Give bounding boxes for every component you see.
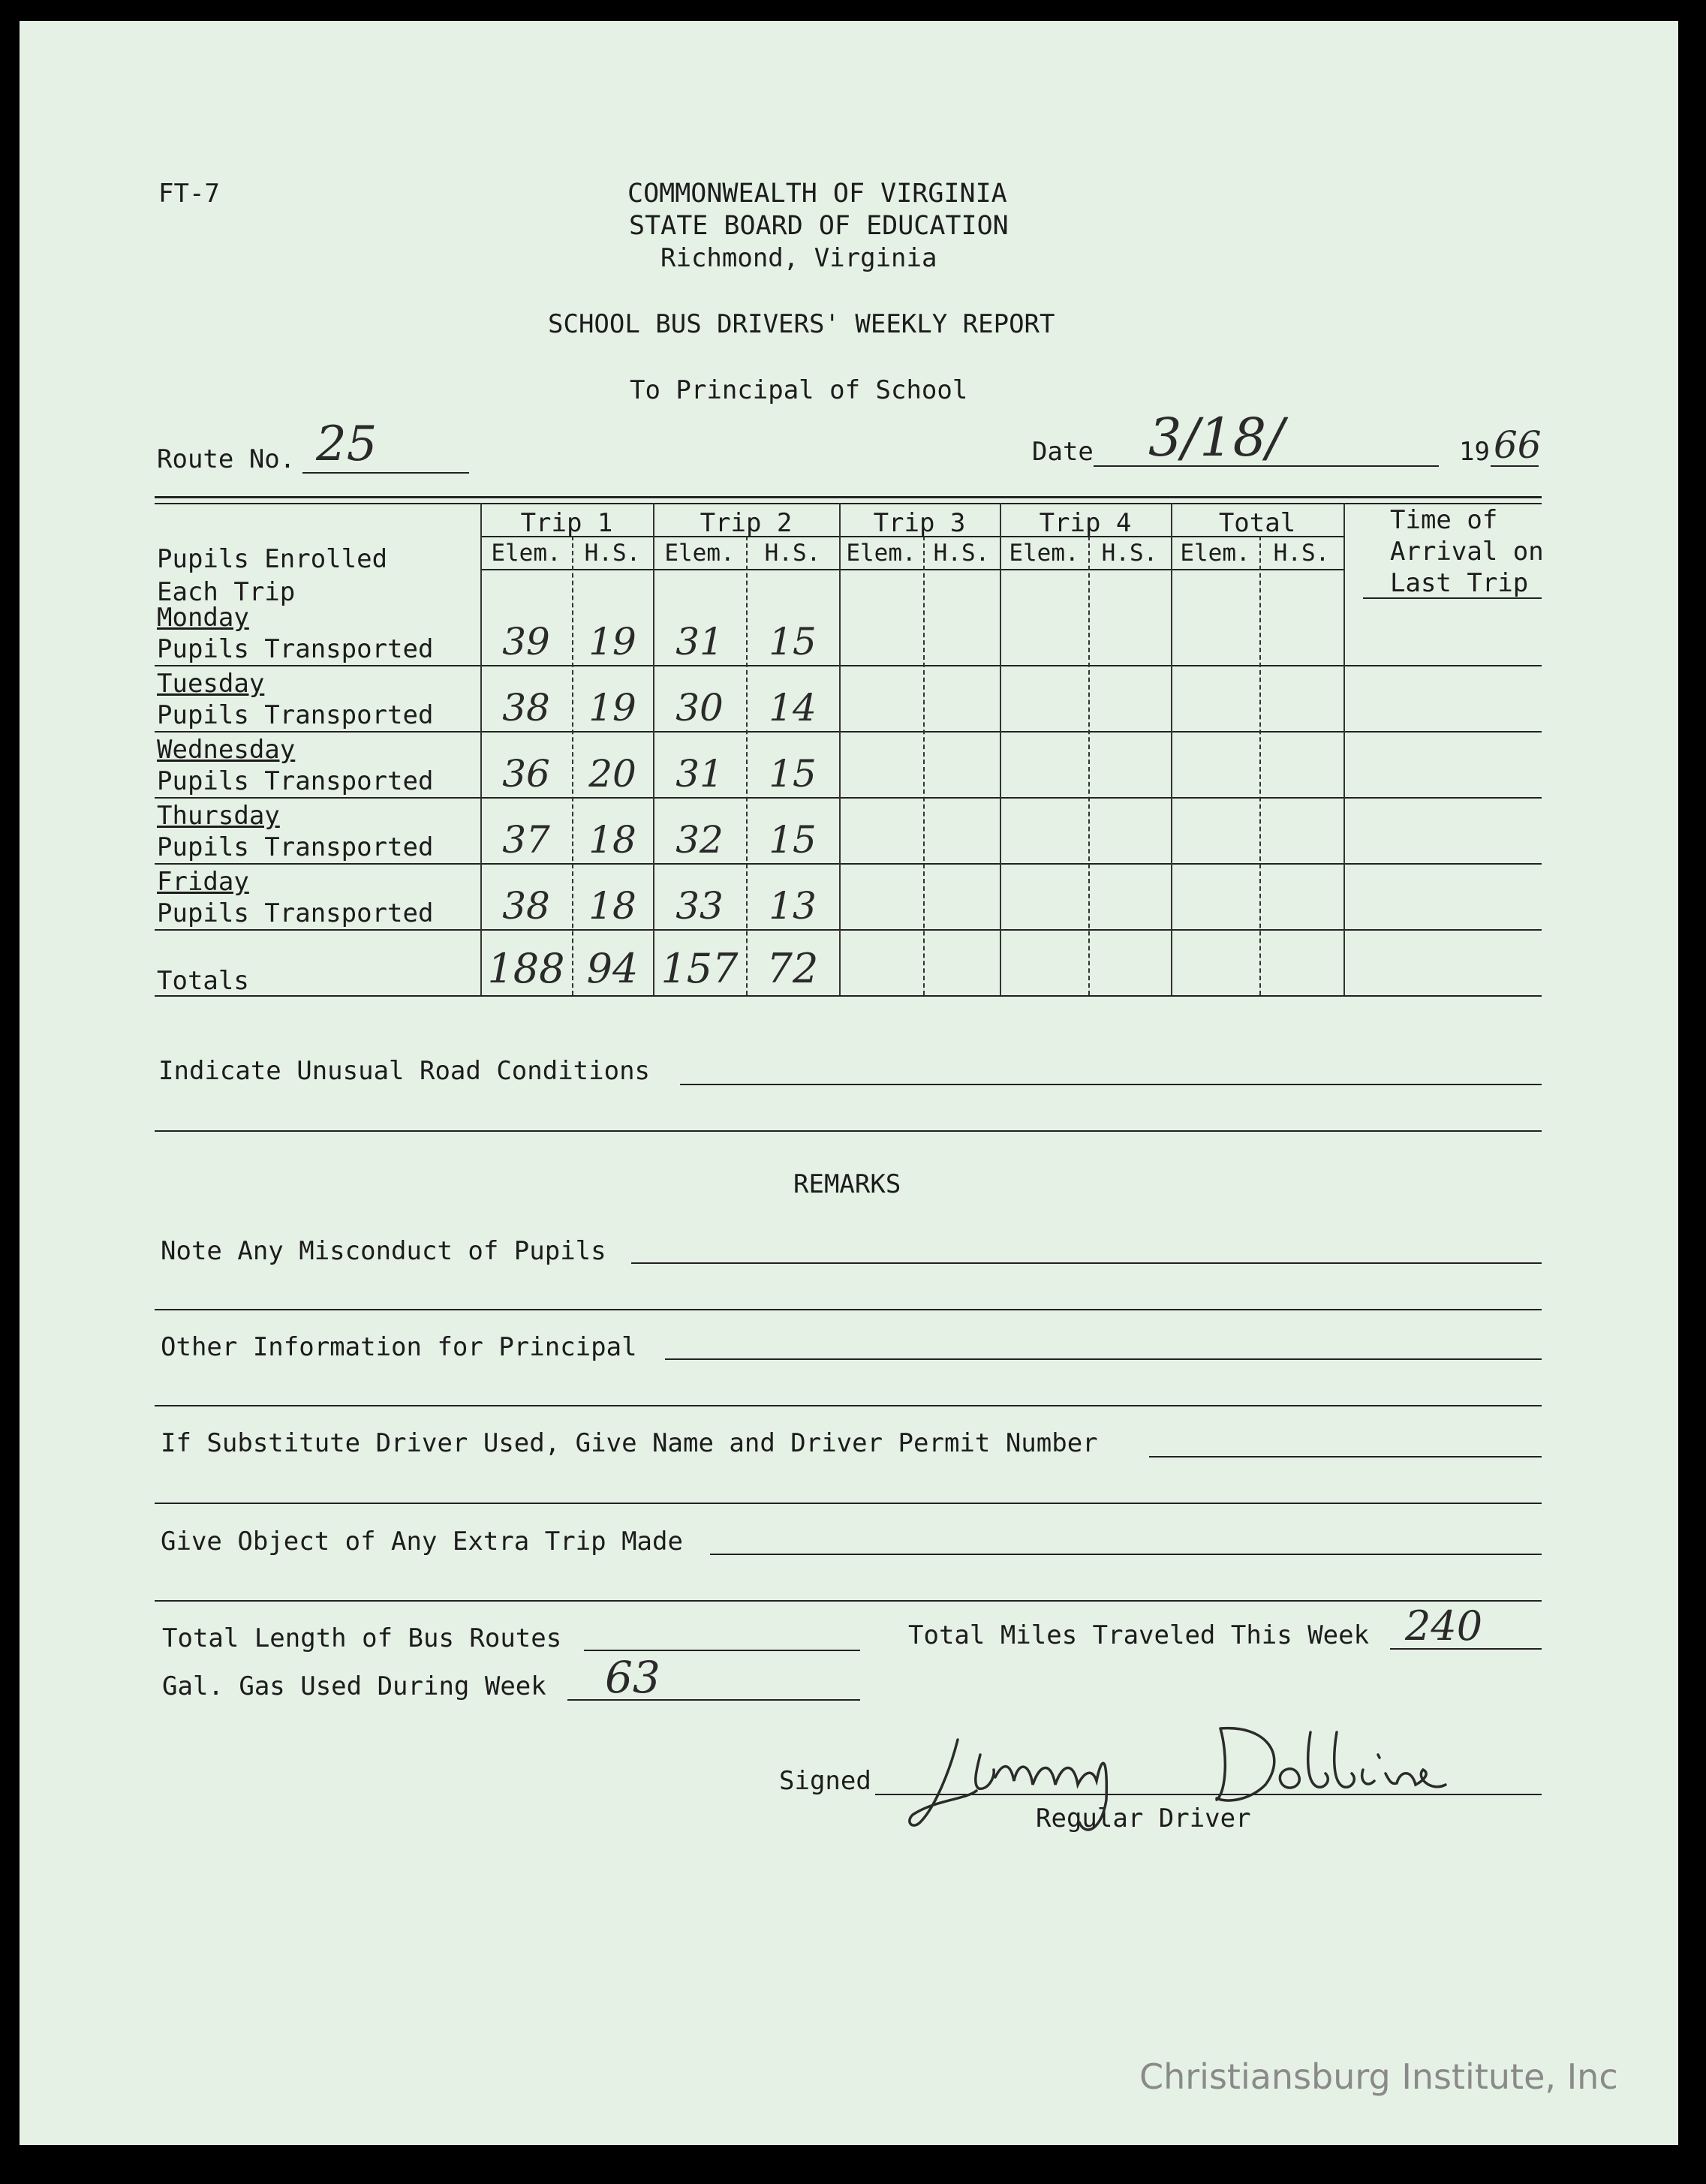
trip-header-4: Trip 4 [1039,508,1132,538]
signature-caption: Regular Driver [1036,1803,1251,1834]
totals-label: Totals [157,966,249,996]
other-info-label: Other Information for Principal [161,1332,637,1362]
cell-wednesday-t2-hs[interactable]: 15 [769,752,817,796]
row-rule-wednesday [155,797,1542,799]
cell-wednesday-t1-hs[interactable]: 20 [588,752,636,796]
miles-value[interactable]: 240 [1405,1602,1483,1650]
report-title: SCHOOL BUS DRIVERS' WEEKLY REPORT [548,309,1055,339]
row-rule-totals [155,995,1542,997]
year-prefix: 19 [1459,437,1490,467]
sub-header-rule [480,569,1343,570]
sub-header-1: Elem. [491,540,561,567]
total-t1-hs[interactable]: 94 [586,945,639,992]
road-conditions-line-1[interactable] [680,1084,1542,1085]
year-suffix[interactable]: 66 [1494,423,1542,467]
watermark: Christiansburg Institute, Inc [1139,2056,1618,2097]
row-label-thursday: Pupils Transported [157,832,434,862]
cell-monday-t2-hs[interactable]: 15 [769,620,817,663]
trip-header-1: Trip 1 [520,508,613,538]
row-header-line-2: Each Trip [157,577,296,607]
cell-wednesday-t2-elem[interactable]: 31 [675,752,724,796]
route-length-label: Total Length of Bus Routes [162,1623,562,1653]
total-t2-elem[interactable]: 157 [660,945,739,992]
cell-monday-t2-elem[interactable]: 31 [675,620,724,663]
road-conditions-line-2[interactable] [155,1130,1542,1132]
report-form [20,21,1678,2145]
cell-tuesday-t2-elem[interactable]: 30 [675,686,724,730]
sub-header-4: H.S. [764,540,821,567]
misconduct-label: Note Any Misconduct of Pupils [161,1236,606,1266]
row-rule-tuesday [155,731,1542,733]
row-rule-monday [155,665,1542,666]
col-line-5 [839,503,841,995]
day-thursday: Thursday [157,801,280,831]
day-monday: Monday [157,603,249,633]
date-value[interactable]: 3/18/ [1148,407,1284,468]
sub-header-6: H.S. [933,540,990,567]
other-info-line-2[interactable] [155,1405,1542,1406]
col-line-6 [923,536,925,995]
time-header-1: Time of [1390,505,1498,535]
table-top-rule-2 [155,503,1542,504]
sub-header-7: Elem. [1009,540,1079,567]
cell-wednesday-t1-elem[interactable]: 36 [502,752,550,796]
header-line-1: COMMONWEALTH OF VIRGINIA [627,179,1007,209]
total-t2-hs[interactable]: 72 [766,945,819,992]
col-line-9 [1171,503,1172,995]
cell-friday-t2-hs[interactable]: 13 [769,884,817,928]
col-line-7 [1000,503,1001,995]
addressee: To Principal of School [630,375,968,405]
route-length-line[interactable] [584,1650,860,1651]
col-line-8 [1088,536,1090,995]
trip-header-total: Total [1218,508,1296,538]
extra-trip-line-1[interactable] [710,1554,1542,1555]
cell-thursday-t1-hs[interactable]: 18 [588,818,636,862]
sub-header-5: Elem. [846,540,916,567]
day-wednesday: Wednesday [157,735,296,765]
row-rule-thursday [155,863,1542,865]
cell-friday-t2-elem[interactable]: 33 [675,884,724,928]
miles-label: Total Miles Traveled This Week [908,1620,1370,1650]
driver-signature [905,1710,1491,1860]
other-info-line-1[interactable] [665,1358,1542,1360]
route-value[interactable]: 25 [316,417,378,472]
day-friday: Friday [157,867,249,897]
sub-header-10: H.S. [1273,540,1330,567]
sub-header-9: Elem. [1180,540,1250,567]
route-label: Route No. [157,444,296,474]
remarks-heading: REMARKS [793,1169,901,1199]
date-label: Date [1032,437,1094,467]
substitute-line-1[interactable] [1149,1456,1542,1458]
col-line-11 [1343,503,1345,995]
cell-monday-t1-elem[interactable]: 39 [502,620,550,663]
row-header-line-1: Pupils Enrolled [157,544,388,574]
row-label-wednesday: Pupils Transported [157,766,434,796]
total-t1-elem[interactable]: 188 [487,945,565,992]
misconduct-line-2[interactable] [155,1309,1542,1310]
cell-friday-t1-elem[interactable]: 38 [502,884,550,928]
cell-thursday-t2-elem[interactable]: 32 [675,818,724,862]
cell-tuesday-t2-hs[interactable]: 14 [769,686,817,730]
gas-value[interactable]: 63 [605,1652,660,1703]
cell-monday-t1-hs[interactable]: 19 [588,620,636,663]
row-label-monday: Pupils Transported [157,634,434,664]
substitute-line-2[interactable] [155,1503,1542,1504]
route-line [302,472,469,474]
road-conditions-label: Indicate Unusual Road Conditions [158,1056,651,1086]
cell-tuesday-t1-elem[interactable]: 38 [502,686,550,730]
header-line-2: STATE BOARD OF EDUCATION [629,211,1009,241]
cell-thursday-t1-elem[interactable]: 37 [502,818,550,862]
row-rule-friday [155,929,1542,931]
header-line-3: Richmond, Virginia [660,243,937,273]
gas-label: Gal. Gas Used During Week [162,1671,546,1701]
time-header-3: Last Trip [1390,568,1529,598]
signed-label: Signed [779,1766,871,1796]
trip-header-3: Trip 3 [873,508,966,538]
sub-header-2: H.S. [584,540,641,567]
trip-header-2: Trip 2 [700,508,793,538]
substitute-label: If Substitute Driver Used, Give Name and Driver Permit Number [161,1428,1098,1458]
sub-header-8: H.S. [1101,540,1158,567]
day-tuesday: Tuesday [157,669,265,699]
cell-tuesday-t1-hs[interactable]: 19 [588,686,636,730]
row-label-tuesday: Pupils Transported [157,700,434,730]
cell-thursday-t2-hs[interactable]: 15 [769,818,817,862]
extra-trip-line-2[interactable] [155,1600,1542,1602]
table-top-rule-1 [155,496,1542,498]
col-line-10 [1259,536,1261,995]
form-code: FT-7 [158,179,220,209]
sub-header-3: Elem. [664,540,735,567]
misconduct-line-1[interactable] [631,1262,1542,1264]
extra-trip-label: Give Object of Any Extra Trip Made [161,1527,683,1557]
row-label-friday: Pupils Transported [157,898,434,928]
time-header-2: Arrival on [1390,537,1544,567]
cell-friday-t1-hs[interactable]: 18 [588,884,636,928]
